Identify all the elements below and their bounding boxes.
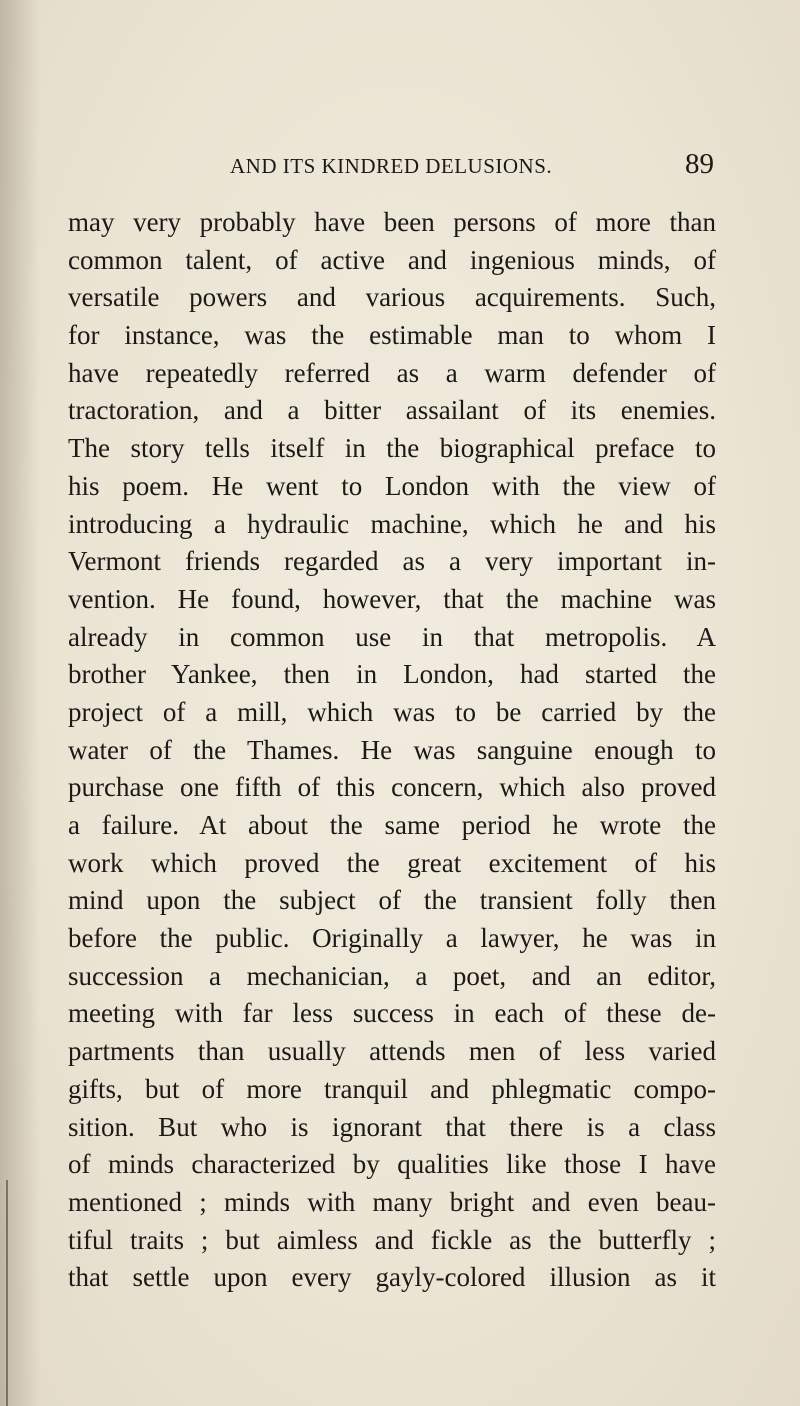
- text-line: vention. He found, however, that the machine was: [68, 583, 716, 614]
- text-line: succession a mechanician, a poet, and an editor,: [68, 960, 716, 991]
- text-line: versatile powers and various acquirements. Such,: [68, 282, 716, 313]
- page-edge: [6, 1180, 8, 1406]
- text-line: sition. But who is ignorant that there is a class: [68, 1111, 716, 1142]
- text-line: brother Yankee, then in London, had started the: [68, 659, 716, 690]
- text-line: may very probably have been persons of more than: [68, 207, 716, 237]
- body-text: [68, 204, 716, 1297]
- text-line: water of the Thames. He was sanguine enough to: [68, 734, 716, 765]
- text-line: project of a mill, which was to be carried by the: [68, 696, 716, 727]
- text-line: for instance, was the estimable man to whom I: [68, 320, 716, 351]
- text-line: partments than usually attends men of less varied: [68, 1036, 716, 1067]
- text-line: his poem. He went to London with the view of: [68, 470, 716, 501]
- text-line: meeting with far less success in each of these de-: [68, 998, 716, 1029]
- text-line: have repeatedly referred as a warm defender of: [68, 357, 716, 388]
- text-line: tiful traits ; but aimless and fickle as the butterfly ;: [68, 1224, 716, 1255]
- text-line: work which proved the great excitement of his: [68, 847, 716, 878]
- text-line: introducing a hydraulic machine, which he and his: [68, 508, 716, 539]
- text-line: common talent, of active and ingenious minds, of: [68, 244, 716, 275]
- text-line: that settle upon every gayly-colored illusion as it: [68, 1262, 716, 1293]
- text-line: already in common use in that metropolis. A: [68, 621, 716, 652]
- running-head-title: AND ITS KINDRED DELUSIONS.: [230, 154, 553, 178]
- text-line: of minds characterized by qualities like those I have: [68, 1149, 716, 1180]
- text-line: before the public. Originally a lawyer, he was in: [68, 923, 716, 954]
- text-line: Vermont friends regarded as a very important in-: [68, 546, 716, 577]
- text-line: purchase one fifth of this concern, which also proved: [68, 772, 716, 803]
- text-line: gifts, but of more tranquil and phlegmatic compo-: [68, 1073, 716, 1104]
- running-head: [70, 148, 714, 184]
- text-line: The story tells itself in the biographical preface to: [68, 433, 716, 464]
- text-line: tractoration, and a bitter assailant of its enemies.: [68, 395, 716, 426]
- text-line: mentioned ; minds with many bright and even beau-: [68, 1186, 716, 1217]
- page-number: 89: [685, 148, 714, 180]
- text-line: mind upon the subject of the transient folly then: [68, 885, 716, 916]
- text-line: a failure. At about the same period he wrote the: [68, 810, 716, 840]
